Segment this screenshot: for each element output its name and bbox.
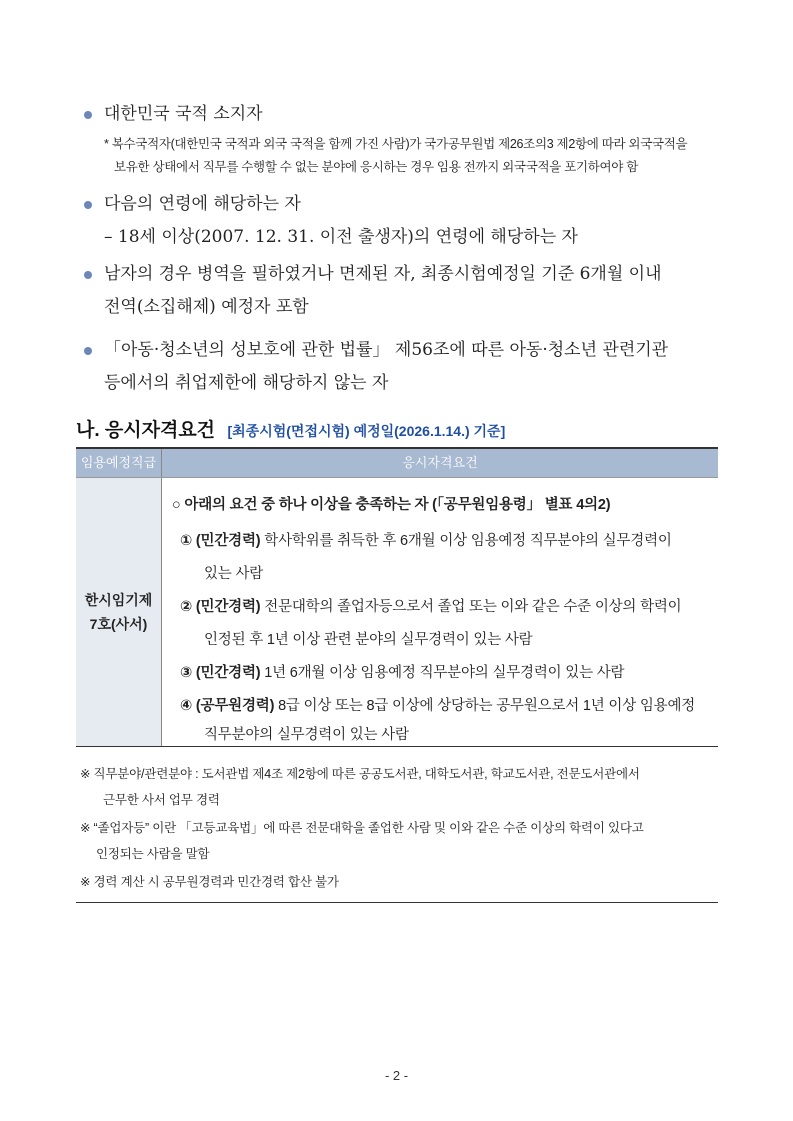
- item-tag: (민간경력): [195, 533, 261, 549]
- bullet-military: [84, 258, 724, 324]
- nationality-note-line-2: 보유한 상태에서 직무를 수행할 수 없는 분야에 응시하는 경우 임용 전까지 외국국적을 포기하여야 함: [114, 160, 639, 174]
- item-tag: (민간경력): [195, 665, 261, 681]
- item-text: 전문대학의 졸업자등으로서 졸업 또는 이와 같은 수준 이상의 학력이: [264, 599, 682, 615]
- bottom-divider: [76, 902, 718, 903]
- section-title: 나. 응시자격요건: [76, 420, 216, 441]
- requirement-item-4-cont: 직무분야의 실무경력이 있는 사람: [204, 727, 409, 743]
- footnote-1: ※ 직무분야/관련분야 : 도서관법 제4조 제2항에 따른 공공도서관, 대학도서관, 학교도서관, 전문도서관에서: [80, 767, 640, 781]
- requirement-item-2-cont: 인정된 후 1년 이상 관련 분야의 실무경력이 있는 사람: [204, 632, 533, 648]
- bullet-age: [84, 188, 724, 254]
- bullet-text-cont: 전역(소집해제) 예정자 포함: [104, 297, 309, 317]
- footnote-2: ※ “졸업자등” 이란 「고등교육법」에 따른 전문대학을 졸업한 사람 및 이와 같은 수준 이상의 학력이 있다고: [80, 821, 644, 835]
- bullet-text: 남자의 경우 병역을 필하였거나 면제된 자, 최종시험예정일 기준 6개월 이내: [104, 264, 662, 284]
- grade-cell: [76, 478, 162, 746]
- footnote-3: ※ 경력 계산 시 공무원경력과 민간경력 합산 불가: [80, 875, 339, 889]
- bullet-dot-icon: [84, 111, 92, 119]
- bullet-text: 다음의 연령에 해당하는 자: [104, 194, 301, 214]
- bullet-text-cont: – 18세 이상(2007. 12. 31. 이전 출생자)의 연령에 해당하는 자: [104, 227, 578, 247]
- requirement-item-1: [180, 529, 672, 550]
- requirement-item-4: [180, 694, 695, 715]
- footnote-1-cont: 근무한 사서 업무 경력: [103, 793, 220, 807]
- bullet-text-cont: 등에서의 취업제한에 해당하지 않는 자: [104, 373, 389, 393]
- section-subtitle: [최종시험(면접시험) 예정일(2026.1.14.) 기준]: [227, 423, 506, 439]
- table-header: [76, 449, 718, 478]
- table-row: [76, 478, 718, 746]
- requirement-item-1-cont: 있는 사람: [204, 566, 264, 582]
- footnote-2-cont: 인정되는 사람을 말함: [96, 847, 210, 861]
- page-number: - 2 -: [384, 1068, 409, 1083]
- item-number: ④: [180, 698, 193, 714]
- section-heading: [76, 415, 505, 442]
- nationality-note-line-1: * 복수국적자(대한민국 국적과 외국 국적을 함께 가진 사람)가 국가공무원법 제26조의3 제2항에 따라 외국국적을: [104, 137, 688, 151]
- item-text: 학사학위를 취득한 후 6개월 이상 임용예정 직무분야의 실무경력이: [264, 533, 672, 549]
- grade-line-1: 한시임기제: [84, 592, 153, 608]
- header-requirements: 응시자격요건: [402, 455, 478, 470]
- bullet-text: 대한민국 국적 소지자: [104, 104, 263, 124]
- bullet-dot-icon: [84, 271, 92, 279]
- bullet-dot-icon: [84, 201, 92, 209]
- item-text: 8급 이상 또는 8급 이상에 상당하는 공무원으로서 1년 이상 임용예정: [278, 698, 696, 714]
- header-grade: 임용예정직급: [76, 449, 162, 477]
- item-text: 1년 6개월 이상 임용예정 직무분야의 실무경력이 있는 사람: [264, 665, 625, 681]
- requirements-table: [76, 447, 718, 747]
- item-tag: (공무원경력): [195, 698, 275, 714]
- item-number: ③: [180, 665, 193, 681]
- item-number: ①: [180, 533, 193, 549]
- requirement-item-3: [180, 661, 624, 682]
- bullet-employment-restriction: [84, 334, 724, 400]
- bullet-dot-icon: [84, 347, 92, 355]
- bullet-text: 「아동·청소년의 성보호에 관한 법률」 제56조에 따른 아동·청소년 관련기관: [104, 340, 669, 360]
- item-tag: (민간경력): [195, 599, 261, 615]
- requirements-cell: [162, 478, 718, 746]
- item-number: ②: [180, 599, 193, 615]
- grade-line-2: 7호(사서): [89, 616, 148, 632]
- requirements-intro: ○ 아래의 요건 중 하나 이상을 충족하는 자 (「공무원임용령」 별표 4의2): [172, 497, 611, 513]
- requirement-item-2: [180, 595, 682, 616]
